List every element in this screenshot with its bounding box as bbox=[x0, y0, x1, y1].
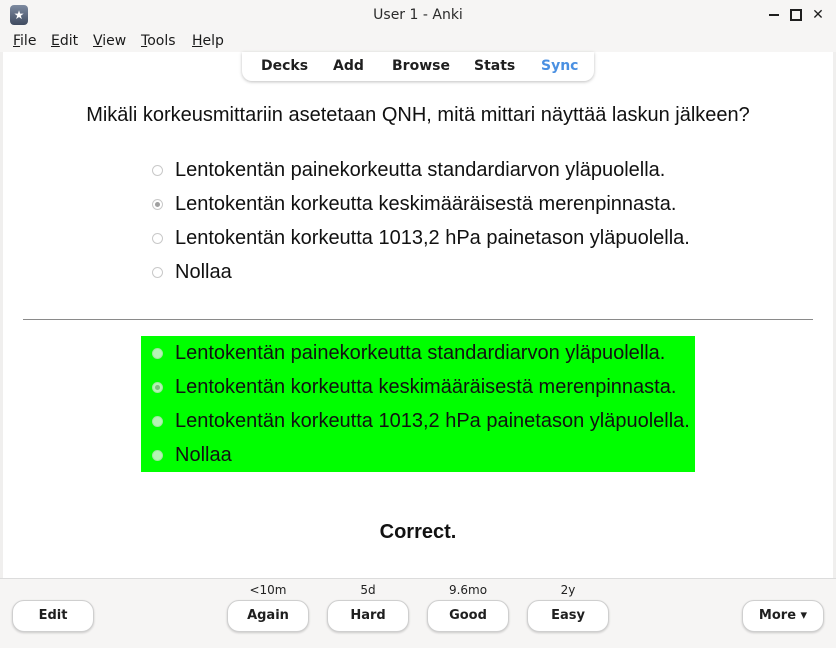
radio-icon bbox=[152, 348, 163, 359]
anki-app-icon: ★ bbox=[10, 5, 28, 25]
again-button[interactable]: Again bbox=[227, 600, 309, 632]
hard-button[interactable]: Hard bbox=[327, 600, 409, 632]
maximize-button[interactable] bbox=[786, 5, 806, 25]
radio-icon[interactable] bbox=[152, 267, 163, 278]
close-button[interactable] bbox=[808, 5, 828, 25]
menu-help[interactable]: Help bbox=[192, 33, 224, 49]
answer-highlight-box bbox=[141, 336, 695, 472]
answer-option-label: Lentokentän korkeutta 1013,2 hPa painetason yläpuolella. bbox=[175, 410, 690, 432]
toolbar-browse-link[interactable]: Browse bbox=[392, 58, 450, 74]
content-border-left bbox=[0, 52, 3, 578]
minimize-button[interactable] bbox=[764, 5, 784, 25]
menu-file[interactable]: File bbox=[13, 33, 37, 49]
toolbar-add-link[interactable]: Add bbox=[333, 58, 364, 74]
radio-checked-icon[interactable] bbox=[152, 199, 163, 210]
radio-icon[interactable] bbox=[152, 233, 163, 244]
title-bar bbox=[0, 0, 836, 30]
maximize-icon bbox=[790, 9, 802, 21]
good-button[interactable]: Good bbox=[427, 600, 509, 632]
again-interval: <10m bbox=[249, 583, 287, 597]
option-label: Lentokentän painekorkeutta standardiarvon yläpuolella. bbox=[175, 159, 666, 181]
main-toolbar bbox=[242, 52, 594, 81]
radio-icon bbox=[152, 416, 163, 427]
card-question: Mikäli korkeusmittariin asetetaan QNH, mitä mittari näyttää laskun jälkeen? bbox=[86, 104, 750, 126]
more-button[interactable]: More ▾ bbox=[742, 600, 824, 632]
radio-checked-icon bbox=[152, 382, 163, 393]
answer-option-label: Nollaa bbox=[175, 444, 232, 466]
review-bottom-bar bbox=[0, 578, 836, 648]
menu-tools[interactable]: Tools bbox=[141, 33, 176, 49]
option-label: Lentokentän korkeutta keskimääräisestä merenpinnasta. bbox=[175, 193, 677, 215]
option-label: Lentokentän korkeutta 1013,2 hPa painetason yläpuolella. bbox=[175, 227, 690, 249]
easy-interval: 2y bbox=[560, 583, 576, 597]
option-label: Nollaa bbox=[175, 261, 232, 283]
easy-button[interactable]: Easy bbox=[527, 600, 609, 632]
menu-bar bbox=[0, 30, 836, 52]
radio-icon bbox=[152, 450, 163, 461]
hard-interval: 5d bbox=[360, 583, 376, 597]
radio-icon[interactable] bbox=[152, 165, 163, 176]
answer-option-label: Lentokentän painekorkeutta standardiarvon yläpuolella. bbox=[175, 342, 666, 364]
close-icon: ✕ bbox=[812, 7, 824, 23]
menu-view[interactable]: View bbox=[93, 33, 127, 49]
window-title: User 1 - Anki bbox=[373, 7, 463, 23]
answer-option-label: Lentokentän korkeutta keskimääräisestä merenpinnasta. bbox=[175, 376, 677, 398]
answer-divider bbox=[23, 319, 813, 320]
good-interval: 9.6mo bbox=[448, 583, 488, 597]
answer-verdict: Correct. bbox=[379, 521, 457, 543]
toolbar-sync-link[interactable]: Sync bbox=[541, 58, 579, 74]
menu-edit[interactable]: Edit bbox=[51, 33, 79, 49]
minimize-icon bbox=[769, 14, 779, 16]
edit-button[interactable]: Edit bbox=[12, 600, 94, 632]
toolbar-decks-link[interactable]: Decks bbox=[261, 58, 309, 74]
toolbar-stats-link[interactable]: Stats bbox=[474, 58, 516, 74]
